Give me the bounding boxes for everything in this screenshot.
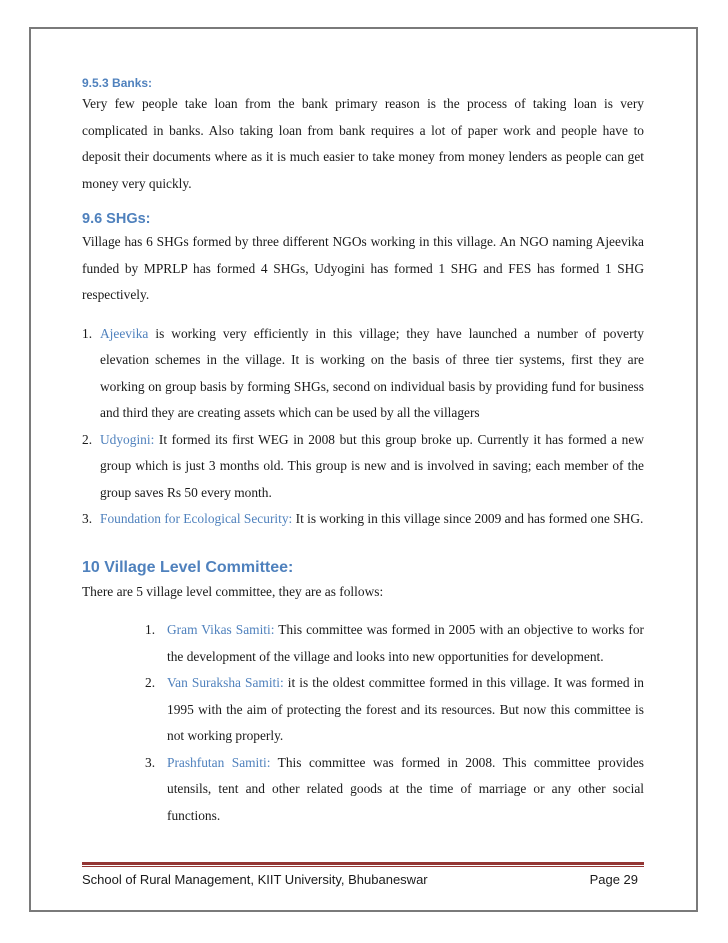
list-item-text: It formed its first WEG in 2008 but this group broke up. Currently it has formed a new group which is just 3 months old. This group is new and is involved in saving; each member of the group saves Rs 50 every month. xyxy=(100,431,644,500)
list-item xyxy=(147,617,644,670)
paragraph-banks: Very few people take loan from the bank primary reason is the process of taking loan is very complicated in banks. Also taking loan from bank requires a lot of paper work and people have to deposit their documents where as it is much easier to take money from money lenders as people can get money very quickly. xyxy=(82,96,644,191)
footer-rule-thin xyxy=(82,866,644,867)
shg-list xyxy=(82,321,644,533)
committee-name: Van Suraksha Samiti: xyxy=(167,675,284,690)
paragraph-village-level-committee: There are 5 village level committee, they are as follows: xyxy=(82,583,384,599)
list-item xyxy=(82,506,644,533)
list-number: 1. xyxy=(145,622,156,637)
footer-rule xyxy=(82,862,644,865)
list-item-text: It is working in this village since 2009 and has formed one SHG. xyxy=(292,511,644,526)
committee-name: Prashfutan Samiti: xyxy=(167,754,271,770)
list-item-text: This committee was formed in 2008. This committee provides utensils, tent and other related goods at the time of marriage or any other social functions. xyxy=(167,754,644,823)
ngo-name: Ajeevika xyxy=(100,325,149,341)
list-number: 2. xyxy=(145,675,156,690)
page-number: Page 29 xyxy=(589,872,638,887)
committee-list xyxy=(82,617,644,829)
list-number: 2. xyxy=(82,431,93,447)
list-item-text: it is the oldest committee formed in this village. It was formed in 1995 with the aim of protecting the forest and its resources. But now this committee is not working properly. xyxy=(167,675,644,743)
list-item xyxy=(82,427,644,507)
list-number: 3. xyxy=(145,754,156,770)
list-number: 3. xyxy=(82,511,93,526)
list-item-text: This committee was formed in 2005 with an objective to works for the development of the village and looks into new opportunities for development. xyxy=(167,622,644,664)
list-item-text: is working very efficiently in this village; they have launched a number of poverty elevation schemes in the village. It is working on the basis of three tier systems, first they are working on group basis by forming SHGs, second on individual basis by providing fund for business and third they are creating assets which can be used by all the villagers xyxy=(100,325,644,420)
ngo-name: Udyogini: xyxy=(100,431,155,447)
committee-name: Gram Vikas Samiti: xyxy=(167,622,275,637)
section-heading-banks: 9.5.3 Banks: xyxy=(82,76,153,90)
list-item xyxy=(147,750,644,830)
page-footer xyxy=(82,862,644,887)
page-content xyxy=(82,75,644,829)
footer-institution: School of Rural Management, KIIT University, Bhubaneswar xyxy=(82,872,428,887)
section-heading-village-level-committee: 10 Village Level Committee: xyxy=(82,558,294,576)
paragraph-shgs: Village has 6 SHGs formed by three different NGOs working in this village. An NGO naming Ajeevika funded by MPRLP has formed 4 SHGs, Udyogini has formed 1 SHG and FES has formed 1 SHG respectively. xyxy=(82,234,644,302)
section-heading-shgs: 9.6 SHGs: xyxy=(82,211,151,227)
list-number: 1. xyxy=(82,325,93,341)
list-item xyxy=(82,321,644,427)
ngo-name: Foundation for Ecological Security: xyxy=(100,511,293,526)
list-item xyxy=(147,670,644,750)
